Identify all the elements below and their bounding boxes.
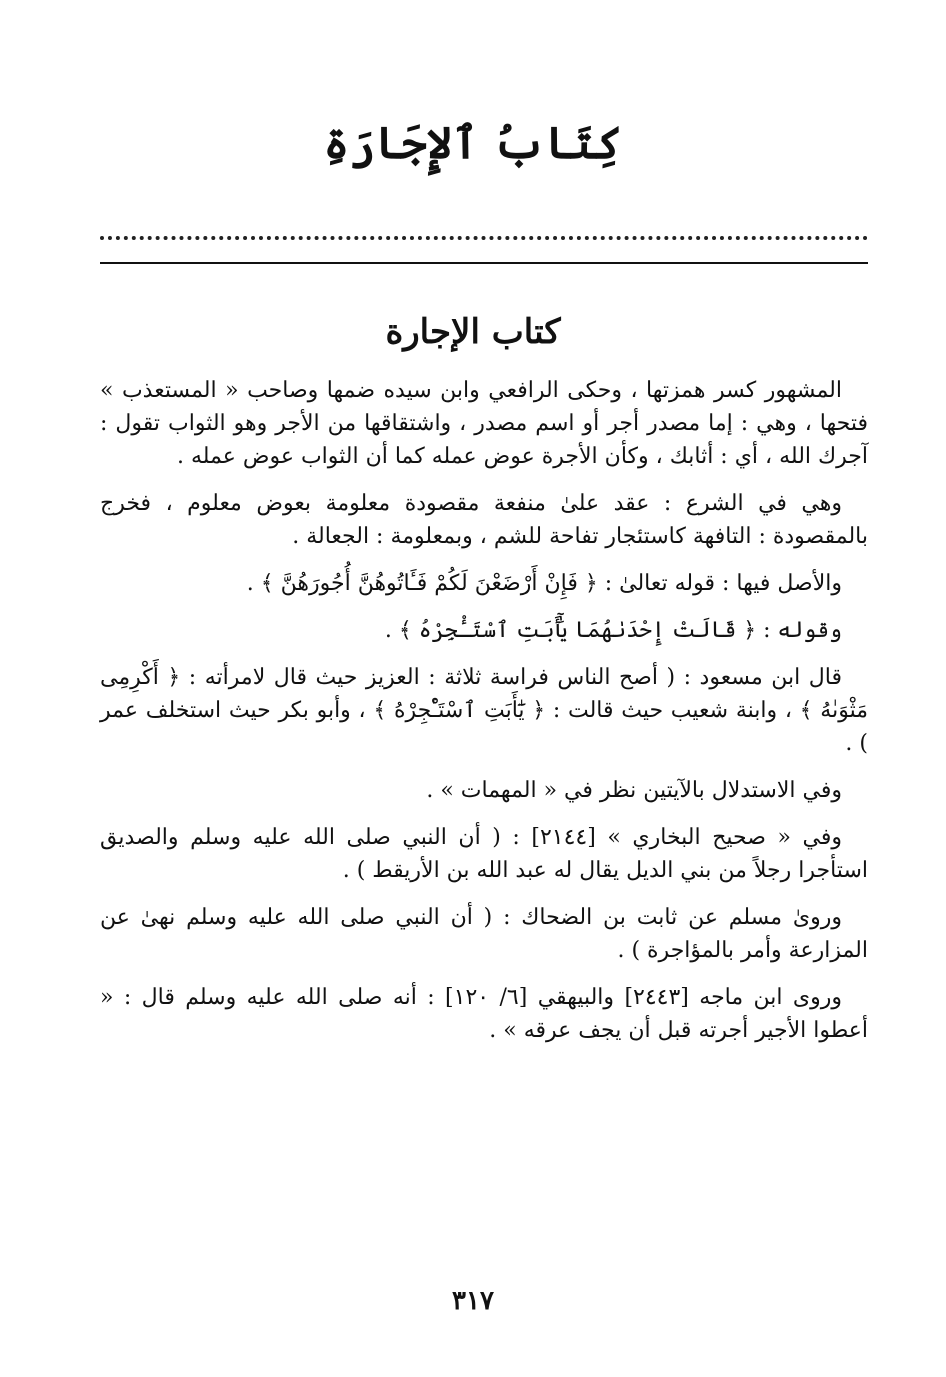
paragraph: والأصل فيها : قوله تعالىٰ : ﴿ فَإِنْ أَرْضَعْنَ لَكُمْ فَـَٔاتُوهُنَّ أُجُورَهُنَّ ﴾ . — [246, 571, 842, 596]
paragraph: قال ابن مسعود : ( أصح الناس فراسة ثلاثة : العزيز حيث قال لامرأته : ﴿ أَكْرِمِى مَثْوَىٰهُ ﴾ ، وابنة شعيب حيث قالت : ﴿ يَٰٓأَبَتِ ٱسْتَـْٔجِرْهُ ﴾ ، وأبو بكر حيث استخلف عمر ) . — [100, 665, 868, 756]
paragraph: وروى ابن ماجه [٢٤٤٣] والبيهقي [٦/ ١٢٠] : أنه صلى الله عليه وسلم قال : « أعطوا الأجير أجرته قبل أن يجف عرقه » . — [100, 985, 868, 1043]
horizontal-rule — [100, 262, 868, 264]
section-title: كتاب الإجارة — [385, 312, 561, 352]
paragraph: وروىٰ مسلم عن ثابت بن الضحاك : ( أن النبي صلى الله عليه وسلم نهىٰ عن المزارعة وأمر بالمؤاجرة ) . — [100, 905, 868, 963]
paragraph: وقوله : ﴿ قَالَتْ إِحْدَىٰهُمَا يَٰٓأَبَتِ ٱسْتَـْٔجِرْهُ ﴾ . — [384, 618, 842, 643]
dotted-divider — [100, 206, 868, 240]
paragraph: وفي « صحيح البخاري » [٢١٤٤] : ( أن النبي صلى الله عليه وسلم والصديق استأجرا رجلاً من بني الديل يقال له عبد الله بن الأريقط ) . — [100, 825, 868, 883]
chapter-title: كِتَابُ ٱلإِجَارَةِ — [323, 118, 623, 169]
body-text — [100, 374, 868, 1061]
paragraph: المشهور كسر همزتها ، وحكى الرافعي وابن سيده ضمها وصاحب « المستعذب » فتحها ، وهي : إما مصدر أجر أو اسم مصدر ، واشتقاقها من الأجر وهو الثواب تقول : آجرك الله ، أي : أثابك ، وكأن الأجرة عوض عمله كما أن الثواب عوض عمله . — [100, 378, 868, 469]
paragraph: وهي في الشرع : عقد علىٰ منفعة مقصودة معلومة بعوض معلوم ، فخرج بالمقصودة : التافهة كاستئجار تفاحة للشم ، وبمعلومة : الجعالة . — [100, 491, 868, 549]
page-number: ٣١٧ — [452, 1286, 494, 1316]
paragraph: وفي الاستدلال بالآيتين نظر في « المهمات » . — [426, 778, 842, 803]
